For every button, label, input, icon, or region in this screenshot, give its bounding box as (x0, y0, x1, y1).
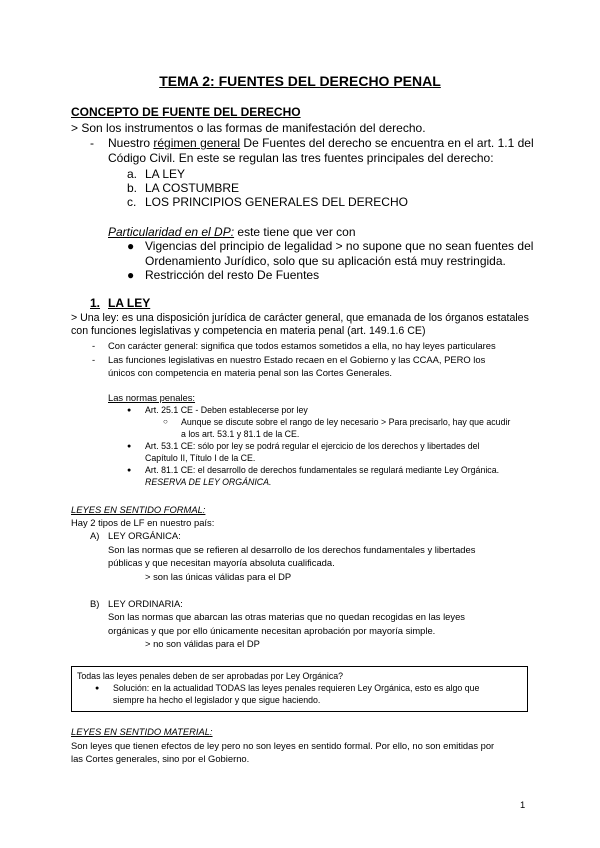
particularidad-label: Particularidad en el DP: (108, 225, 235, 239)
particularidad-rest: este tiene que ver con (234, 225, 356, 239)
ley-dash-general: Con carácter general: significa que todos estamos sometidos a ella, no hay leyes particulares (108, 340, 496, 351)
norma-art-81: Art. 81.1 CE: el desarrollo de derechos fundamentales se regulará mediante Ley Orgánica. (145, 465, 500, 475)
ley-ordinaria-note: > no son válidas para el DP (145, 638, 260, 649)
formal-heading: LEYES EN SENTIDO FORMAL: (71, 504, 206, 515)
ley-ordinaria-desc-cont: orgánicas y que por ello únicamente necesitan aprobación por mayoría simple. (108, 625, 436, 636)
norma-art-25: Art. 25.1 CE - Deben establecerse por ley (145, 405, 308, 415)
regimen-line (108, 135, 534, 151)
bullet-icon: ● (127, 407, 132, 414)
box-answer: Solución: en la actualidad TODAS las leyes penales requieren Ley Orgánica, esto es algo que (113, 683, 480, 693)
dash-marker: - (92, 354, 96, 365)
normas-heading: Las normas penales: (108, 392, 196, 403)
bullet-icon: ● (127, 467, 132, 474)
bullet-icon: ● (127, 268, 135, 282)
norma-rango-cont: a los art. 53.1 y 81.1 de la CE. (181, 429, 300, 439)
bullet-text: Vigencias del principio de legalidad > no supone que no sean fuentes del (145, 239, 534, 253)
list-item-ley: LA LEY (145, 167, 186, 181)
section-number: 1. (90, 296, 101, 310)
page-number: 1 (520, 799, 526, 810)
bullet-icon: ● (127, 239, 135, 253)
list-marker-c: c. (127, 195, 137, 209)
material-text: Son leyes que tienen efectos de ley pero no son leyes en sentido formal. Por ello, no son emitidas por (71, 740, 495, 751)
ley-dash-funciones: Las funciones legislativas en nuestro Estado recaen en el Gobierno y las CCAA, PERO los (108, 354, 486, 365)
circle-bullet-icon: ○ (163, 417, 168, 426)
list-marker-B: B) (90, 598, 100, 609)
regimen-line-2: Código Civil. En este se regulan las tres fuentes principales del derecho: (108, 151, 494, 165)
box-answer-cont: siempre ha hecho el legislador y que sigue haciendo. (113, 695, 321, 705)
dash-marker: - (90, 136, 94, 150)
regimen-text-c: De Fuentes del derecho se encuentra en el art. 1.1 del (240, 136, 534, 150)
ley-organica-desc: Son las normas que se refieren al desarrollo de los derechos fundamentales y libertades (108, 544, 476, 555)
ley-organica-note: > son las únicas válidas para el DP (145, 571, 292, 582)
ley-heading: LA LEY (108, 296, 151, 310)
list-marker-a: a. (127, 167, 138, 181)
norma-rango: Aunque se discute sobre el rango de ley necesario > Para precisarlo, hay que acudir (181, 417, 511, 427)
material-text-cont: las Cortes generales, sino por el Gobierno. (71, 753, 250, 764)
ley-definition-cont: con funciones legislativas y competencia en materia penal (art. 149.1.6 CE) (71, 325, 426, 337)
formal-intro: Hay 2 tipos de LF en nuestro país: (71, 517, 215, 528)
list-marker-b: b. (127, 181, 138, 195)
ley-organica-desc-cont: públicas y que necesitan mayoría absoluta cualificada. (108, 557, 335, 568)
ley-dash-funciones-cont: únicos con competencia en materia penal son las Cortes Generales. (108, 367, 393, 378)
list-item-costumbre: LA COSTUMBRE (145, 181, 240, 195)
page-title: TEMA 2: FUENTES DEL DERECHO PENAL (159, 73, 441, 89)
bullet-text-cont: Ordenamiento Jurídico, solo que su aplicación está muy restringida. (145, 254, 506, 268)
ley-ordinaria-desc: Son las normas que abarcan las otras materias que no quedan recogidas en las leyes (108, 611, 465, 622)
regimen-general: régimen general (153, 136, 241, 150)
dash-marker: - (92, 340, 96, 351)
material-heading: LEYES EN SENTIDO MATERIAL: (71, 726, 213, 737)
ley-ordinaria-label: LEY ORDINARIA: (108, 598, 183, 609)
concept-heading: CONCEPTO DE FUENTE DEL DERECHO (71, 105, 301, 119)
regimen-text-a: Nuestro (108, 136, 151, 150)
bullet-text: Restricción del resto De Fuentes (145, 268, 320, 282)
bullet-icon: ● (95, 685, 100, 692)
box-question: Todas las leyes penales deben de ser aprobadas por Ley Orgánica? (77, 671, 344, 681)
ley-organica-label: LEY ORGÁNICA: (108, 530, 181, 541)
concept-intro: > Son los instrumentos o las formas de manifestación del derecho. (71, 121, 426, 135)
norma-art-53: Art. 53.1 CE: sólo por ley se podrá regular el ejercicio de los derechos y libertades del (145, 441, 480, 451)
reserva-ley-organica: RESERVA DE LEY ORGÁNICA. (145, 477, 272, 487)
list-item-principios: LOS PRINCIPIOS GENERALES DEL DERECHO (145, 195, 408, 209)
ley-definition: > Una ley: es una disposición jurídica de carácter general, que emanada de los órganos estatales (71, 312, 529, 324)
bullet-icon: ● (127, 443, 132, 450)
list-marker-A: A) (90, 530, 100, 541)
norma-art-53-cont: Capítulo II, Título I de la CE. (145, 453, 256, 463)
